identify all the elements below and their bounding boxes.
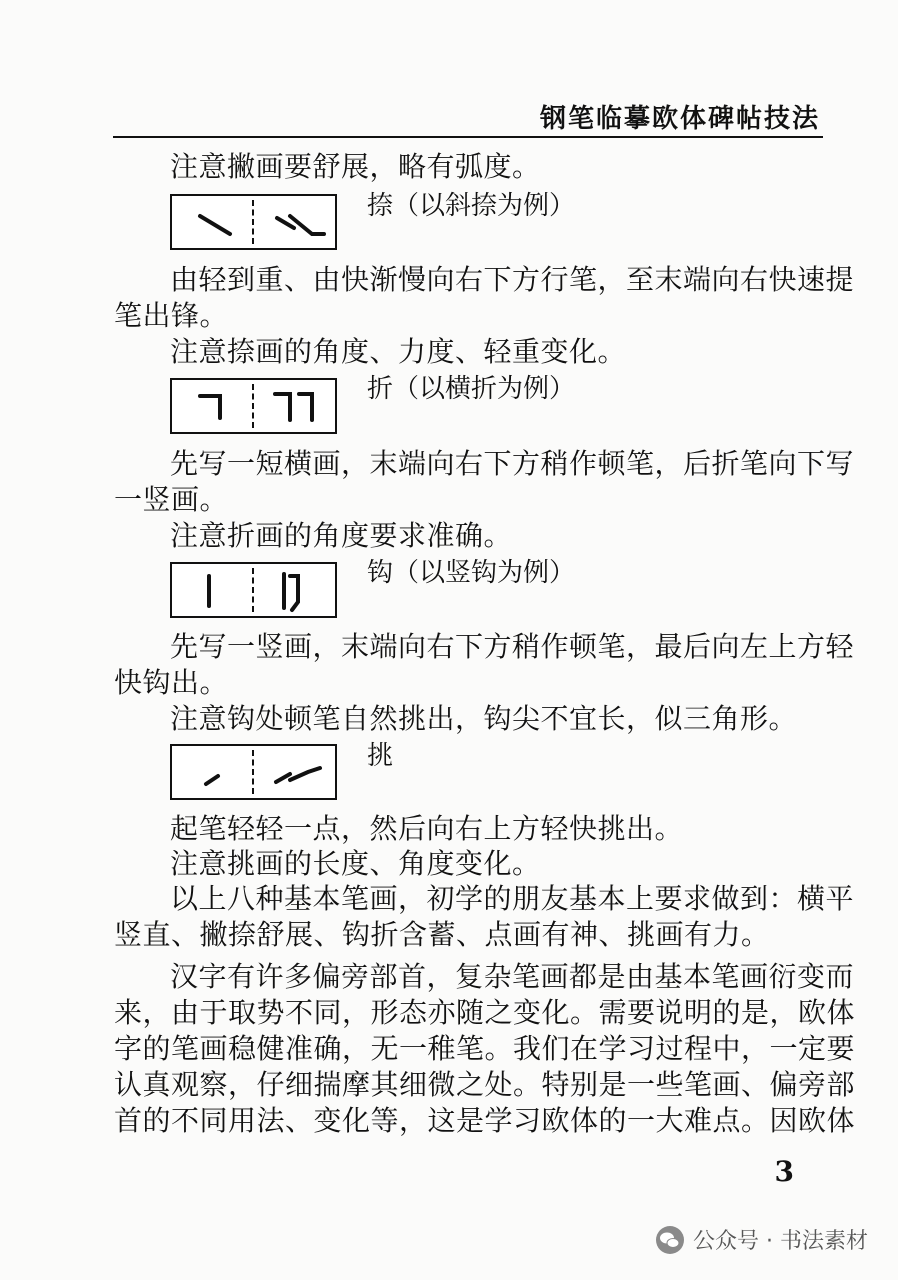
- tiao-stroke-drawing: [172, 746, 335, 798]
- watermark: [655, 1224, 868, 1255]
- text-line: 先写一竖画，末端向右下方稍作顿笔，最后向左上方轻: [170, 630, 855, 663]
- text-line: 注意钩处顿笔自然挑出，钩尖不宜长，似三角形。: [170, 702, 798, 735]
- text-line: 首的不同用法、变化等，这是学习欧体的一大难点。因欧体: [114, 1104, 856, 1137]
- page-number: 3: [774, 1155, 794, 1188]
- text-line: 起笔轻轻一点，然后向右上方轻快挑出。: [170, 812, 684, 845]
- text-line: 一竖画。: [114, 483, 229, 516]
- stroke-label-gou: 钩（以竖钩为例）: [367, 558, 576, 588]
- text-line: 由轻到重、由快渐慢向右下方行笔，至末端向右快速提: [170, 263, 855, 296]
- stroke-box-tiao: [170, 744, 337, 800]
- stroke-box-na: [170, 194, 337, 250]
- text-line: 注意折画的角度要求准确。: [170, 519, 513, 552]
- zhe-stroke-drawing: [172, 380, 335, 432]
- stroke-label-tiao: 挑: [367, 741, 394, 771]
- header-rule: [113, 136, 823, 138]
- text-line: 快钩出。: [114, 666, 229, 699]
- stroke-label-na: 捺（以斜捺为例）: [367, 191, 576, 221]
- stroke-label-zhe: 折（以横折为例）: [367, 374, 576, 404]
- text-line: 注意撇画要舒展，略有弧度。: [170, 150, 541, 183]
- wechat-icon: [655, 1225, 685, 1255]
- text-line: 字的笔画稳健准确，无一稚笔。我们在学习过程中，一定要: [114, 1032, 856, 1065]
- text-line: 先写一短横画，末端向右下方稍作顿笔，后折笔向下写: [170, 447, 855, 480]
- gou-stroke-drawing: [172, 564, 335, 616]
- text-line: 以上八种基本笔画，初学的朋友基本上要求做到：横平: [170, 882, 855, 915]
- stroke-box-gou: [170, 562, 337, 618]
- na-stroke-drawing: [172, 196, 335, 248]
- running-header-title: 钢笔临摹欧体碑帖技法: [539, 104, 820, 134]
- text-line: 认真观察，仔细揣摩其细微之处。特别是一些笔画、偏旁部: [114, 1068, 856, 1101]
- text-line: 来，由于取势不同，形态亦随之变化。需要说明的是，欧体: [114, 996, 856, 1029]
- text-line: 汉字有许多偏旁部首，复杂笔画都是由基本笔画衍变而: [170, 960, 855, 993]
- text-line: 注意挑画的长度、角度变化。: [170, 847, 541, 880]
- text-line: 笔出锋。: [114, 299, 229, 332]
- text-line: 注意捺画的角度、力度、轻重变化。: [170, 335, 627, 368]
- stroke-box-zhe: [170, 378, 337, 434]
- text-line: 竖直、撇捺舒展、钩折含蓄、点画有神、挑画有力。: [114, 918, 770, 951]
- watermark-text: 公众号 · 书法素材: [693, 1229, 868, 1254]
